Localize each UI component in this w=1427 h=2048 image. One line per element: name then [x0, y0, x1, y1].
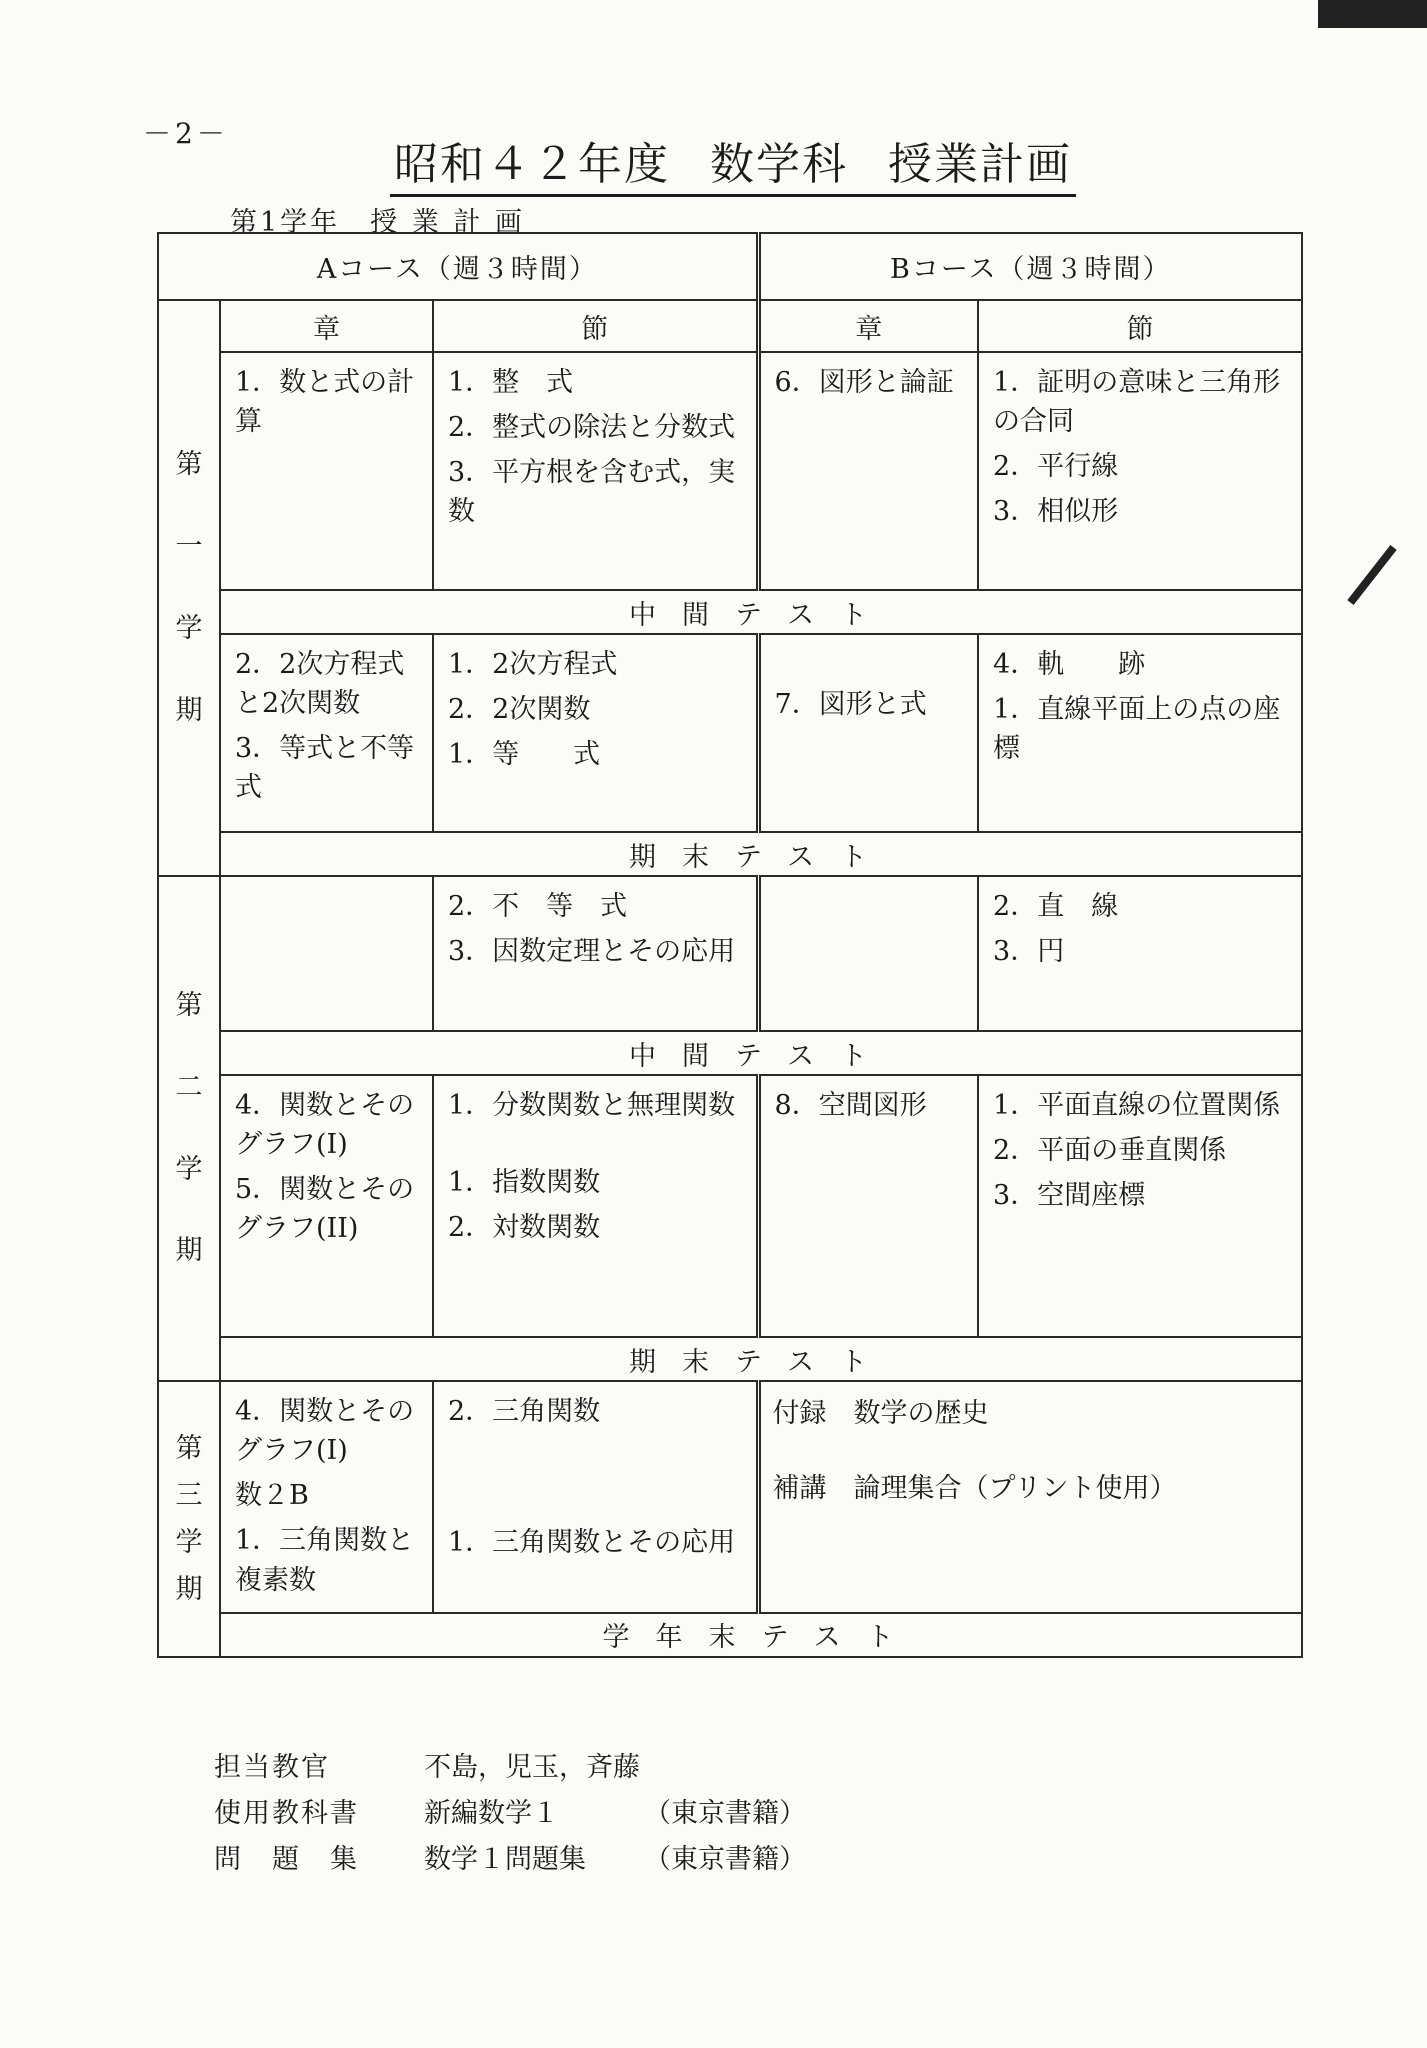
t1-final-test: 期末テスト	[220, 832, 1302, 876]
list-item: 2．三角関数	[448, 1396, 601, 1427]
t1-mid-test: 中間テスト	[220, 590, 1302, 634]
t2b1-a-section	[433, 876, 758, 1031]
t3-a-chapter	[220, 1381, 433, 1613]
list-item: 8．空間図形	[774, 1090, 927, 1121]
list-item: 6．図形と論証	[774, 367, 954, 398]
list-item: 2．整式の除法と分数式	[448, 412, 736, 444]
list-item: 1．分数関数と無理関数	[448, 1090, 736, 1121]
teachers-value: 不島，児玉，斉藤	[424, 1752, 640, 1783]
list-item: 1．三角関数と複素数	[235, 1525, 415, 1596]
term-1-mid-test-row	[158, 590, 1302, 634]
list-item: 2．直 線	[993, 891, 1119, 922]
t3-a-section	[433, 1381, 758, 1613]
list-item: 3．因数定理とその応用	[448, 936, 736, 968]
title-plan: 授業計画	[888, 139, 1072, 190]
t1b2-a-section	[433, 634, 758, 832]
list-item: 補講 論理集合（プリント使用）	[772, 1472, 1177, 1504]
list-item: 4．軌 跡	[993, 649, 1146, 680]
t1b2-a-chapter	[220, 634, 433, 832]
t1b1-a-chapter	[220, 352, 433, 590]
page-number: －2－	[143, 117, 229, 150]
t2b1-b-chapter	[758, 876, 978, 1031]
corner-smudge	[1318, 0, 1427, 28]
page-title	[390, 128, 1076, 197]
textbook-value: 新編数学１	[424, 1798, 559, 1829]
term-1-final-test-row	[158, 832, 1302, 876]
course-a-header: Aコース（週３時間）	[158, 233, 758, 300]
textbook-publisher: （東京書籍）	[644, 1798, 806, 1829]
list-item: 3．空間座標	[993, 1180, 1146, 1212]
t1b2-b-chapter	[758, 634, 978, 832]
term-1-block-2	[158, 634, 1302, 832]
t2b1-b-section	[978, 876, 1302, 1031]
term-1-block-1	[158, 352, 1302, 590]
list-item: 2．平行線	[993, 451, 1119, 483]
list-item: 5．関数とそのグラフ(II)	[235, 1174, 415, 1245]
title-year: 昭和４２年度	[394, 139, 670, 190]
list-item: 3．平方根を含む式，実数	[448, 457, 736, 528]
term-2-block-1	[158, 876, 1302, 1031]
workbook-label: 問 題 集	[214, 1844, 359, 1875]
list-item: 4．関数とそのグラフ(I)	[235, 1090, 415, 1161]
list-item: 1．数と式の計算	[235, 367, 415, 438]
list-item: 3．等式と不等式	[235, 733, 415, 804]
term-3-label: 第 三 学 期	[158, 1381, 220, 1657]
list-item: 2．不 等 式	[448, 891, 628, 922]
t2b1-a-chapter	[220, 876, 433, 1031]
page-subtitle: 第1学年 授 業 計 画	[230, 207, 525, 238]
header-a-chapter: 章	[220, 300, 433, 352]
list-item: 4．関数とそのグラフ(I)	[235, 1396, 415, 1467]
header-a-section: 節	[433, 300, 758, 352]
term-3-block	[158, 1381, 1302, 1613]
list-item: 2．平面の垂直関係	[993, 1135, 1227, 1167]
list-item: 3．円	[993, 936, 1065, 968]
term-2-mid-test-row	[158, 1031, 1302, 1075]
list-item: 付録 数学の歴史	[772, 1398, 989, 1429]
t2b2-b-section	[978, 1075, 1302, 1337]
t1b1-a-section	[433, 352, 758, 590]
header-b-section: 節	[978, 300, 1302, 352]
list-item: 1．等 式	[448, 739, 601, 771]
footer-workbook	[214, 1837, 806, 1883]
list-item: 1．整 式	[448, 367, 574, 398]
term-1-label: 第 一 学 期	[158, 300, 220, 876]
list-item: 7．図形と式	[774, 689, 927, 720]
workbook-publisher: （東京書籍）	[644, 1844, 806, 1875]
list-item: 1．証明の意味と三角形の合同	[993, 367, 1281, 438]
term-3-final-test-row	[158, 1613, 1302, 1657]
t2-mid-test: 中間テスト	[220, 1031, 1302, 1075]
teachers-label: 担当教官	[214, 1752, 330, 1783]
t1b1-b-section	[978, 352, 1302, 590]
t2-final-test: 期末テスト	[220, 1337, 1302, 1381]
t2b2-b-chapter	[758, 1075, 978, 1337]
t1b2-b-section	[978, 634, 1302, 832]
textbook-label: 使用教科書	[214, 1798, 359, 1829]
footer-textbook	[214, 1791, 806, 1837]
list-item: 1．三角関数とその応用	[448, 1527, 736, 1559]
t3-b-content	[758, 1381, 1302, 1613]
margin-mark	[1347, 545, 1396, 605]
footer-info	[214, 1745, 806, 1883]
t2b2-a-section	[433, 1075, 758, 1337]
term-2-final-test-row	[158, 1337, 1302, 1381]
list-item: 2．2次方程式と2次関数	[235, 649, 405, 720]
column-header-row	[158, 300, 1302, 352]
t2b2-a-chapter	[220, 1075, 433, 1337]
title-subject: 数学科	[710, 139, 848, 190]
list-item: 1．2次方程式	[448, 649, 618, 680]
term-2-label: 第 二 学 期	[158, 876, 220, 1381]
course-header-row	[158, 233, 1302, 300]
t1b1-b-chapter	[758, 352, 978, 590]
course-b-header: Bコース（週３時間）	[758, 233, 1302, 300]
list-item: 1．指数関数	[448, 1167, 601, 1199]
t3-final-test: 学年末テスト	[220, 1613, 1302, 1657]
list-item: 1．平面直線の位置関係	[993, 1090, 1281, 1121]
footer-teachers	[214, 1745, 806, 1791]
list-item: 2．2次関数	[448, 694, 591, 726]
header-b-chapter: 章	[758, 300, 978, 352]
list-item: 3．相似形	[993, 496, 1119, 528]
list-item: 数２B	[235, 1480, 309, 1512]
list-item: 2．対数関数	[448, 1212, 601, 1244]
term-2-block-2	[158, 1075, 1302, 1337]
lesson-plan-table	[157, 232, 1303, 1658]
workbook-value: 数学１問題集	[424, 1844, 586, 1875]
list-item: 1．直線平面上の点の座標	[993, 694, 1281, 765]
